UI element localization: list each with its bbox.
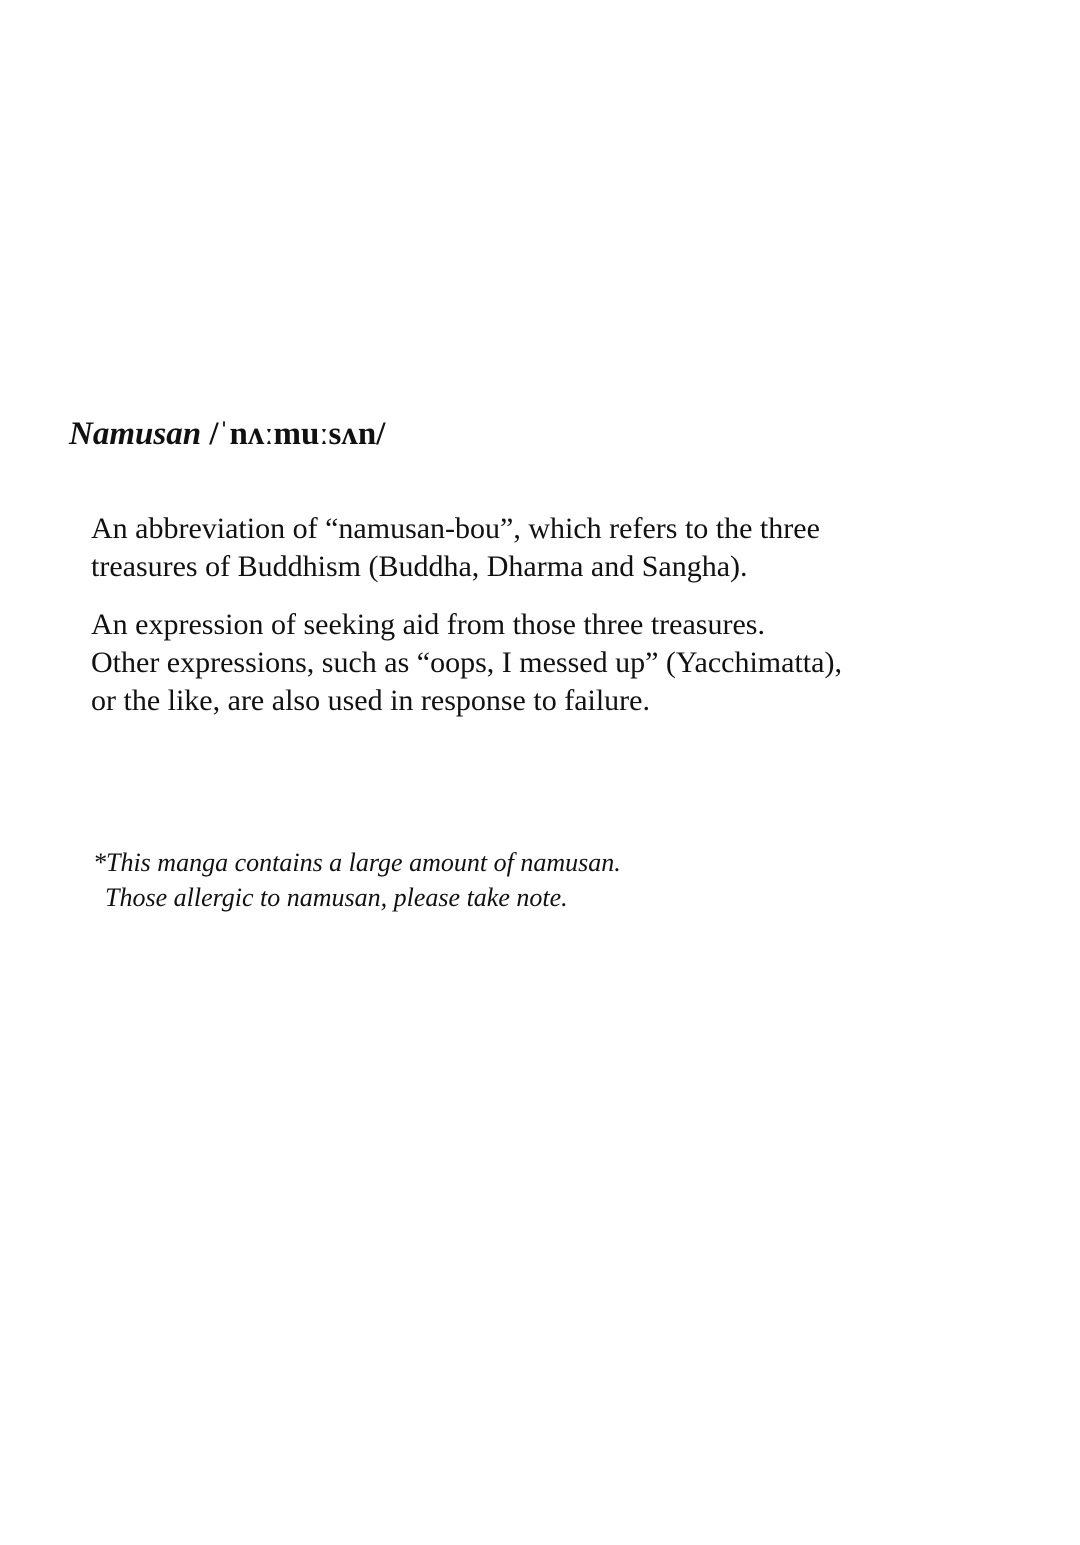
term-word: Namusan <box>69 416 202 452</box>
definition-paragraph-1 <box>91 510 991 586</box>
term-heading <box>69 415 385 455</box>
definition-line: treasures of Buddhism (Buddha, Dharma and Sangha). <box>91 550 748 583</box>
definition-line: An abbreviation of “namusan-bou”, which refers to the three <box>91 512 820 545</box>
definition-paragraph-2 <box>91 606 991 720</box>
definition-line: Other expressions, such as “oops, I messed up” (Yacchimatta), <box>91 646 842 679</box>
definition-body <box>91 510 991 740</box>
definition-line: or the like, are also used in response to failure. <box>91 684 650 717</box>
footnote-line: Those allergic to namusan, please take note. <box>105 883 568 912</box>
term-pronunciation: /ˈnʌːmuːsʌn/ <box>209 416 386 452</box>
definition-line: An expression of seeking aid from those three treasures. <box>91 608 765 641</box>
footnote-line: *This manga contains a large amount of namusan. <box>93 848 621 877</box>
footnote <box>93 845 993 915</box>
